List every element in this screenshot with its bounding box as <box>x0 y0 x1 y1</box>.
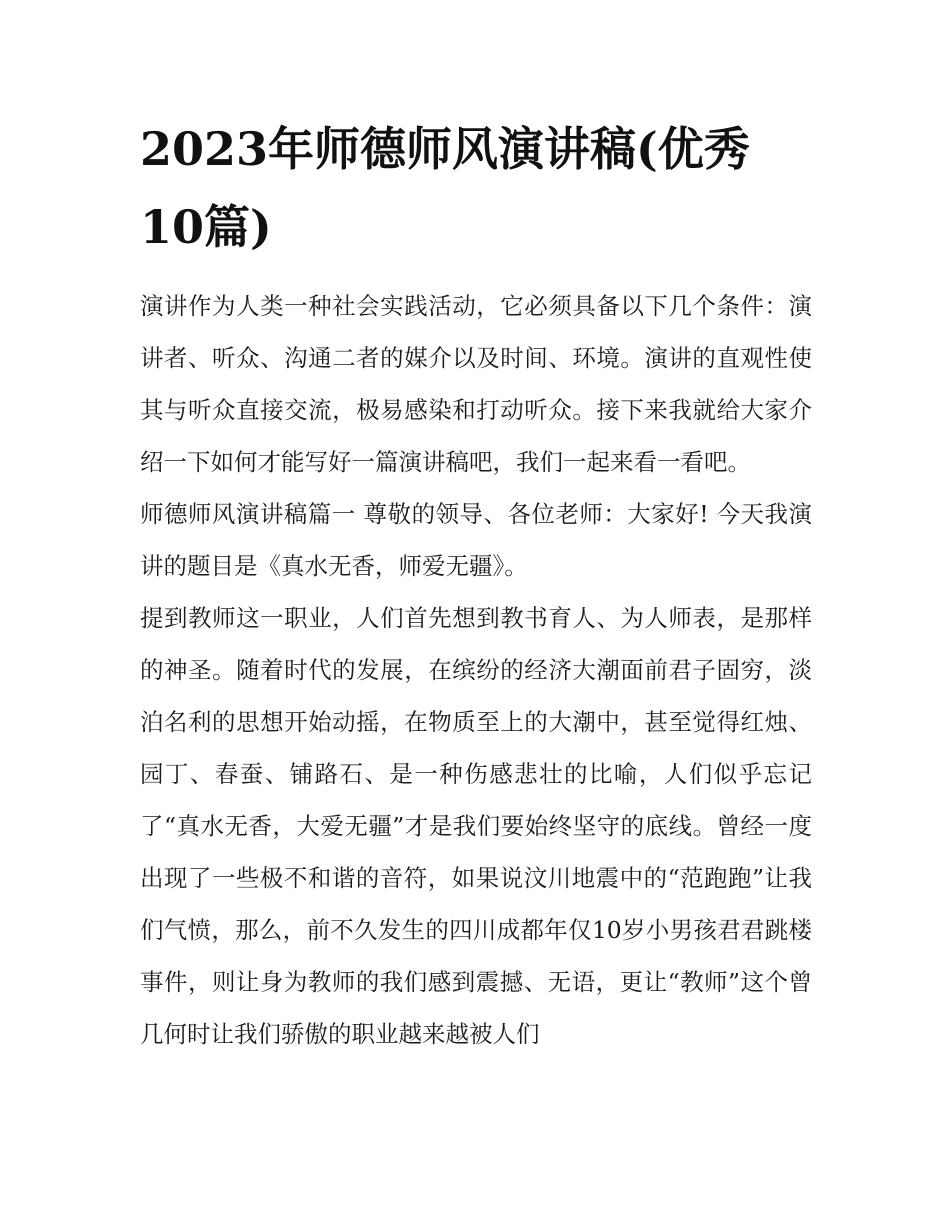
paragraph-speech-body: 提到教师这一职业，人们首先想到教书育人、为人师表，是那样的神圣。随着时代的发展，在缤纷的经济大潮面前君子固穷，淡泊名利的思想开始动摇，在物质至上的大潮中，甚至觉得红烛、园丁、春蚕、铺路石、是一种伤感悲壮的比喻，人们似乎忘记了“真水无香，大爱无疆”才是我们要始终坚守的底线。曾经一度出现了一些极不和谐的音符，如果说汶川地震中的“范跑跑”让我们气愤，那么，前不久发生的四川成都年仅10岁小男孩君君跳楼事件，则让身为教师的我们感到震撼、无语，更让“教师”这个曾几何时让我们骄傲的职业越来越被人们 <box>140 604 812 1048</box>
document-title: 2023年师德师风演讲稿(优秀10篇) <box>140 122 750 254</box>
paragraph-intro: 演讲作为人类一种社会实践活动，它必须具备以下几个条件：演讲者、听众、沟通二者的媒介以及时间、环境。演讲的直观性使其与听众直接交流，极易感染和打动听众。接下来我就给大家介绍一下如何才能写好一篇演讲稿吧，我们一起来看一看吧。 <box>140 292 812 476</box>
paragraph-speech-opening: 师德师风演讲稿篇一 尊敬的领导、各位老师：大家好! 今天我演讲的题目是《真水无香，师爱无疆》。 <box>140 500 812 580</box>
document-body <box>140 280 812 1060</box>
document-page <box>140 110 812 1060</box>
